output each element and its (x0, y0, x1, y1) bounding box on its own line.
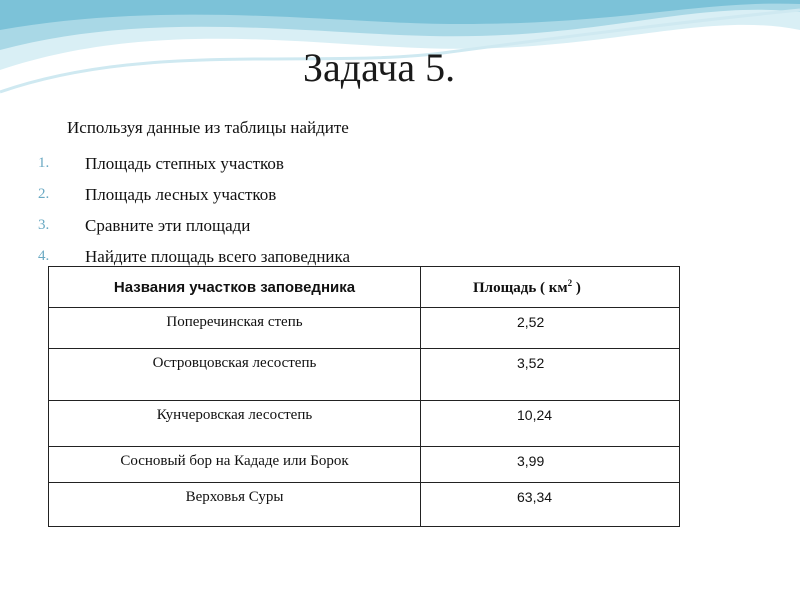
intro-text: Используя данные из таблицы найдите (67, 118, 349, 137)
site-name: Верховья Суры (49, 483, 421, 527)
site-name: Поперечинская степь (49, 308, 421, 349)
table-row (49, 308, 680, 349)
site-name: Островцовская лесостепь (49, 349, 421, 401)
task-text: Площадь степных участков (85, 153, 284, 173)
task-number: 2. (38, 186, 50, 202)
table-header-row (49, 267, 680, 308)
reserve-areas-table (48, 266, 680, 527)
site-area: 3,52 (421, 349, 680, 401)
header-area-label-end: ) (572, 279, 581, 296)
table-row (49, 483, 680, 527)
task-number: 4. (38, 248, 50, 264)
site-name: Кунчеровская лесостепь (49, 401, 421, 447)
task-item (38, 179, 350, 210)
task-item (38, 210, 350, 241)
task-item (38, 148, 350, 179)
site-area: 10,24 (421, 401, 680, 447)
site-name: Сосновый бор на Кададе или Борок (49, 447, 421, 483)
table-row (49, 447, 680, 483)
task-text: Найдите площадь всего заповедника (85, 246, 351, 266)
task-list (38, 148, 350, 272)
table-row (49, 401, 680, 447)
header-name: Названия участков заповедника (49, 267, 421, 308)
header-area-label: Площадь ( км (473, 279, 568, 296)
site-area: 63,34 (421, 483, 680, 527)
task-text: Площадь лесных участков (85, 184, 277, 204)
slide-title: Задача 5. (303, 45, 456, 90)
task-number: 1. (38, 155, 50, 171)
header-area-superscript: 2 (567, 277, 573, 288)
table-row (49, 349, 680, 401)
task-text: Сравните эти площади (85, 215, 251, 235)
task-number: 3. (38, 217, 50, 233)
site-area: 2,52 (421, 308, 680, 349)
header-area (421, 267, 680, 308)
site-area: 3,99 (421, 447, 680, 483)
